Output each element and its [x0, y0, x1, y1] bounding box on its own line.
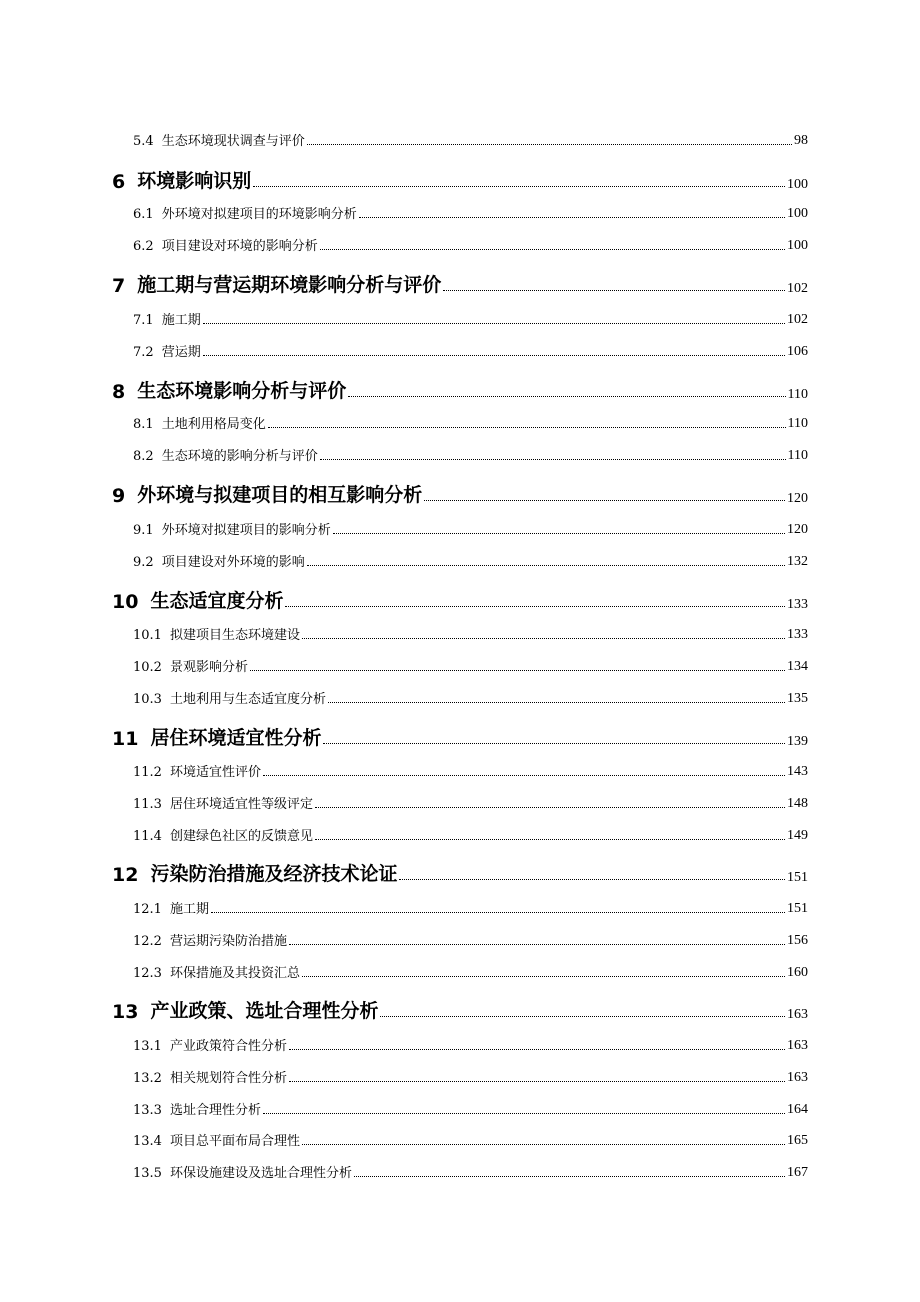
toc-entry-number: 11.4 [133, 829, 162, 844]
toc-section-entry[interactable] [133, 762, 808, 780]
toc-section-entry[interactable] [133, 1036, 808, 1054]
toc-dot-leader [380, 1016, 785, 1017]
toc-entry-title: 居住环境适宜性等级评定 [169, 797, 313, 812]
toc-section-entry[interactable] [133, 342, 808, 360]
toc-dot-leader [263, 775, 785, 776]
toc-entry-page-number: 139 [787, 734, 808, 749]
toc-dot-leader [285, 606, 785, 607]
toc-entry-number: 7 [112, 275, 126, 297]
toc-entry-number: 13.1 [133, 1039, 162, 1054]
toc-entry-page-number: 106 [787, 344, 808, 359]
toc-entry-page-number: 165 [787, 1133, 808, 1148]
toc-dot-leader [268, 427, 786, 428]
toc-entry-page-number: 102 [787, 281, 808, 296]
toc-entry-title: 拟建项目生态环境建设 [169, 628, 300, 643]
toc-section-entry[interactable] [133, 1163, 808, 1181]
toc-entry-number: 13.5 [133, 1166, 162, 1181]
toc-section-entry[interactable] [133, 131, 808, 149]
toc-section-entry[interactable] [133, 826, 808, 844]
toc-entry-number: 12.3 [133, 966, 162, 981]
toc-dot-leader [203, 323, 785, 324]
toc-entry-number: 10.2 [133, 660, 162, 675]
toc-section-entry[interactable] [133, 1131, 808, 1149]
toc-dot-leader [333, 533, 785, 534]
toc-dot-leader [320, 249, 785, 250]
toc-entry-number: 11.2 [133, 765, 162, 780]
toc-entry-title: 外环境对拟建项目的环境影响分析 [161, 207, 357, 222]
toc-entry-number: 12 [112, 864, 139, 886]
toc-entry-page-number: 100 [787, 206, 808, 221]
toc-section-entry[interactable] [133, 794, 808, 812]
toc-dot-leader [302, 1144, 785, 1145]
toc-entry-page-number: 156 [787, 933, 808, 948]
toc-entry-number: 6.1 [133, 207, 154, 222]
toc-dot-leader [302, 976, 785, 977]
toc-entry-page-number: 120 [787, 491, 808, 506]
toc-entry-number: 13.4 [133, 1134, 162, 1149]
toc-entry-title: 营运期污染防治措施 [169, 934, 287, 949]
toc-dot-leader [315, 807, 785, 808]
toc-dot-leader [203, 355, 785, 356]
toc-chapter-entry[interactable] [112, 724, 808, 750]
toc-dot-leader [289, 1081, 785, 1082]
toc-chapter-entry[interactable] [112, 271, 808, 297]
toc-entry-title: 生态环境现状调查与评价 [161, 134, 305, 149]
toc-entry-number: 11.3 [133, 797, 162, 812]
toc-entry-number: 8.2 [133, 449, 154, 464]
toc-entry-title: 土地利用格局变化 [161, 417, 266, 432]
toc-entry-page-number: 100 [787, 177, 808, 192]
toc-entry-page-number: 110 [787, 416, 808, 431]
toc-entry-number: 7.1 [133, 313, 154, 328]
toc-chapter-entry[interactable] [112, 377, 808, 403]
toc-entry-page-number: 143 [787, 764, 808, 779]
toc-entry-title: 施工期 [169, 902, 209, 917]
toc-entry-title: 施工期与营运期环境影响分析与评价 [137, 274, 442, 296]
toc-section-entry[interactable] [133, 204, 808, 222]
toc-section-entry[interactable] [133, 963, 808, 981]
toc-entry-page-number: 149 [787, 828, 808, 843]
toc-dot-leader [307, 565, 785, 566]
toc-entry-title: 环境适宜性评价 [169, 765, 261, 780]
toc-entry-page-number: 151 [787, 870, 808, 885]
toc-entry-page-number: 120 [787, 522, 808, 537]
toc-entry-title: 选址合理性分析 [169, 1103, 261, 1118]
toc-dot-leader [320, 459, 786, 460]
toc-entry-number: 9.1 [133, 523, 154, 538]
toc-section-entry[interactable] [133, 414, 808, 432]
toc-entry-title: 项目建设对环境的影响分析 [161, 239, 318, 254]
toc-entry-number: 6 [112, 171, 126, 193]
toc-entry-title: 施工期 [161, 313, 201, 328]
toc-entry-number: 10 [112, 591, 139, 613]
toc-dot-leader [424, 500, 785, 501]
toc-dot-leader [399, 879, 785, 880]
toc-entry-page-number: 110 [787, 387, 808, 402]
toc-entry-page-number: 133 [787, 597, 808, 612]
toc-entry-title: 环保设施建设及选址合理性分析 [169, 1166, 352, 1181]
toc-dot-leader [263, 1113, 785, 1114]
toc-dot-leader [359, 217, 785, 218]
toc-section-entry[interactable] [133, 1100, 808, 1118]
toc-entry-title: 创建绿色社区的反馈意见 [169, 829, 313, 844]
toc-section-entry[interactable] [133, 625, 808, 643]
toc-entry-number: 13.2 [133, 1071, 162, 1086]
toc-dot-leader [289, 944, 785, 945]
toc-entry-page-number: 163 [787, 1038, 808, 1053]
toc-entry-page-number: 163 [787, 1070, 808, 1085]
toc-entry-title: 污染防治措施及经济技术论证 [150, 863, 398, 885]
toc-entry-number: 9.2 [133, 555, 154, 570]
toc-section-entry[interactable] [133, 657, 808, 675]
toc-entry-page-number: 151 [787, 901, 808, 916]
toc-entry-page-number: 132 [787, 554, 808, 569]
toc-dot-leader [354, 1176, 785, 1177]
toc-section-entry[interactable] [133, 310, 808, 328]
toc-entry-title: 生态环境的影响分析与评价 [161, 449, 318, 464]
toc-section-entry[interactable] [133, 931, 808, 949]
toc-entry-page-number: 133 [787, 627, 808, 642]
toc-dot-leader [328, 702, 785, 703]
toc-entry-title: 相关规划符合性分析 [169, 1071, 287, 1086]
toc-dot-leader [443, 290, 785, 291]
toc-entry-title: 生态适宜度分析 [150, 590, 284, 612]
toc-chapter-entry[interactable] [112, 587, 808, 613]
toc-chapter-entry[interactable] [112, 860, 808, 886]
toc-entry-title: 景观影响分析 [169, 660, 248, 675]
toc-entry-number: 5.4 [133, 134, 154, 149]
toc-dot-leader [211, 912, 785, 913]
toc-entry-number: 12.1 [133, 902, 162, 917]
toc-entry-number: 13 [112, 1001, 139, 1023]
toc-entry-page-number: 160 [787, 965, 808, 980]
toc-entry-number: 7.2 [133, 345, 154, 360]
toc-entry-title: 外环境与拟建项目的相互影响分析 [137, 484, 423, 506]
toc-entry-page-number: 135 [787, 691, 808, 706]
toc-entry-title: 产业政策符合性分析 [169, 1039, 287, 1054]
toc-entry-number: 6.2 [133, 239, 154, 254]
toc-entry-page-number: 163 [787, 1007, 808, 1022]
toc-entry-page-number: 134 [787, 659, 808, 674]
toc-chapter-entry[interactable] [112, 167, 808, 193]
toc-dot-leader [348, 396, 785, 397]
toc-entry-title: 环保措施及其投资汇总 [169, 966, 300, 981]
toc-entry-title: 项目建设对外环境的影响 [161, 555, 305, 570]
toc-section-entry[interactable] [133, 899, 808, 917]
toc-entry-page-number: 167 [787, 1165, 808, 1180]
toc-dot-leader [253, 186, 785, 187]
toc-entry-page-number: 164 [787, 1102, 808, 1117]
toc-entry-title: 土地利用与生态适宜度分析 [169, 692, 326, 707]
toc-section-entry[interactable] [133, 446, 808, 464]
toc-entry-number: 10.1 [133, 628, 162, 643]
toc-entry-page-number: 148 [787, 796, 808, 811]
toc-section-entry[interactable] [133, 236, 808, 254]
toc-chapter-entry[interactable] [112, 481, 808, 507]
toc-entry-number: 8.1 [133, 417, 154, 432]
toc-dot-leader [323, 743, 785, 744]
toc-entry-number: 9 [112, 485, 126, 507]
toc-entry-number: 11 [112, 728, 139, 750]
toc-section-entry[interactable] [133, 689, 808, 707]
toc-entry-title: 营运期 [161, 345, 201, 360]
toc-section-entry[interactable] [133, 552, 808, 570]
toc-entry-title: 居住环境适宜性分析 [150, 727, 322, 749]
toc-entry-number: 12.2 [133, 934, 162, 949]
toc-entry-title: 环境影响识别 [137, 170, 252, 192]
toc-section-entry[interactable] [133, 520, 808, 538]
toc-entry-number: 10.3 [133, 692, 162, 707]
toc-dot-leader [289, 1049, 785, 1050]
toc-entry-page-number: 98 [794, 133, 808, 148]
toc-dot-leader [307, 144, 792, 145]
toc-entry-page-number: 100 [787, 238, 808, 253]
toc-entry-title: 项目总平面布局合理性 [169, 1134, 300, 1149]
toc-entry-page-number: 110 [787, 448, 808, 463]
toc-entry-number: 13.3 [133, 1103, 162, 1118]
toc-section-entry[interactable] [133, 1068, 808, 1086]
toc-entry-title: 生态环境影响分析与评价 [137, 380, 347, 402]
toc-entry-title: 外环境对拟建项目的影响分析 [161, 523, 331, 538]
toc-entry-page-number: 102 [787, 312, 808, 327]
toc-entry-title: 产业政策、选址合理性分析 [150, 1000, 379, 1022]
toc-dot-leader [315, 839, 785, 840]
toc-dot-leader [250, 670, 785, 671]
toc-dot-leader [302, 638, 785, 639]
toc-entry-number: 8 [112, 381, 126, 403]
toc-chapter-entry[interactable] [112, 997, 808, 1023]
